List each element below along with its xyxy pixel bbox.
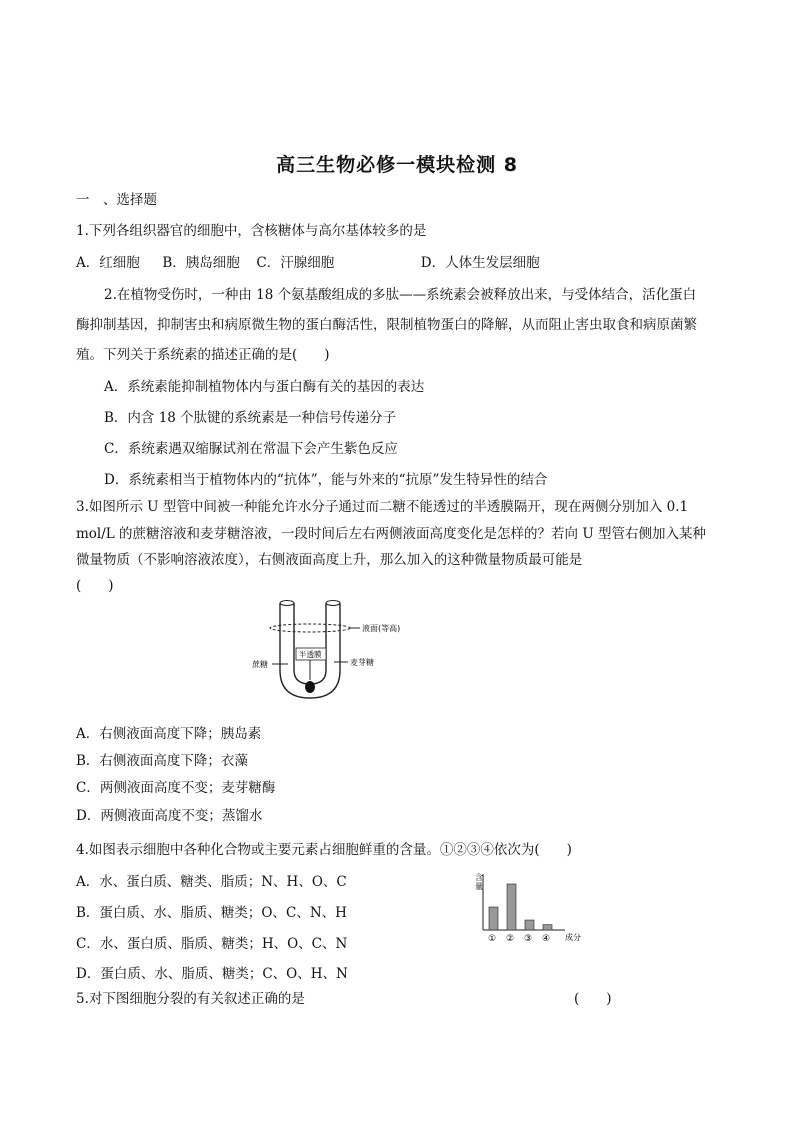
maltose-label: 麦芽糖 <box>350 658 374 667</box>
x-axis-label: 成分 <box>565 933 581 942</box>
q4-opt-d: D．蛋白质、水、脂质、糖类；C、O、H、N <box>76 966 348 982</box>
membrane-label: 半透膜 <box>299 650 322 659</box>
y-axis-label-1: 含 <box>475 873 483 882</box>
q2-opt-b: B．内含 18 个肽键的系统素是一种信号传递分子 <box>104 410 397 426</box>
liquid-level-label: 液面(等高) <box>362 624 401 633</box>
q2-opt-a: A．系统素能抑制植物体内与蛋白酶有关的基因的表达 <box>104 379 425 395</box>
y-axis-label-2: 量 <box>475 882 483 891</box>
q1-options <box>76 253 540 273</box>
section-heading: 一 、选择题 <box>76 192 157 208</box>
q3-opt-d: D．两侧液面高度不变；蒸馏水 <box>76 808 263 824</box>
composition-bar-chart <box>465 868 595 948</box>
q1-opt-a: A．红细胞 <box>76 255 140 271</box>
category-label-3: ③ <box>524 934 533 944</box>
q3-line4: ( ) <box>76 578 114 594</box>
q4-opt-c: C．水、蛋白质、脂质、糖类；H、O、C、N <box>76 936 348 952</box>
q2-line1: 2.在植物受伤时，一种由 18 个氨基酸组成的多肽——系统素会被释放出来，与受体结合，活化蛋白 <box>104 287 697 303</box>
bar-1 <box>489 907 498 930</box>
q3-opt-c: C．两侧液面高度不变；麦芽糖酶 <box>76 780 276 796</box>
q3-line2: mol/L 的蔗糖溶液和麦芽糖溶液，一段时间后左右两侧液面高度变化是怎样的？若向 U 型管右侧加入某种 <box>76 526 707 542</box>
q1-opt-b: B．胰岛细胞 <box>162 255 240 271</box>
q4-opt-b: B．蛋白质、水、脂质、糖类；O、C、N、H <box>76 905 347 921</box>
q1-stem: 1.下列各组织器官的细胞中，含核糖体与高尔基体较多的是 <box>76 223 427 239</box>
q5-stem: 5.对下图细胞分裂的有关叙述正确的是 <box>76 991 305 1007</box>
q3-opt-b: B．右侧液面高度下降；衣藻 <box>76 753 248 769</box>
bar-2 <box>507 884 516 930</box>
category-label-2: ② <box>506 934 515 944</box>
sucrose-label: 蔗糖 <box>252 660 268 669</box>
q1-opt-d: D．人体生发层细胞 <box>420 255 540 271</box>
q3-line3: 微量物质（不影响溶液浓度），右侧液面高度上升，那么加入的这种微量物质最可能是 <box>76 552 583 568</box>
bar-4 <box>543 925 552 930</box>
q3-line1: 3.如图所示 U 型管中间被一种能允许水分子通过而二糖不能透过的半透膜隔开，现在两侧分别加入 0.1 <box>76 499 689 515</box>
q2-line3: 殖。下列关于系统素的描述正确的是( ) <box>76 347 330 363</box>
q1-opt-c: C．汗腺细胞 <box>256 255 335 271</box>
q4-stem: 4.如图表示细胞中各种化合物或主要元素占细胞鲜重的含量。①②③④依次为( ) <box>76 842 572 858</box>
u-tube-diagram <box>240 598 410 708</box>
liquid-level-line <box>270 624 350 632</box>
q2-line2: 酶抑制基因，抑制害虫和病原微生物的蛋白酶活性，限制植物蛋白的降解，从而阻止害虫取食和病原菌繁 <box>76 317 697 333</box>
category-label-1: ① <box>488 934 497 944</box>
bar-3 <box>525 920 534 930</box>
q2-opt-c: C．系统素遇双缩脲试剂在常温下会产生紫色反应 <box>104 441 398 457</box>
q3-opt-a: A．右侧液面高度下降；胰岛素 <box>76 726 262 742</box>
category-label-4: ④ <box>542 934 551 944</box>
membrane-mark <box>305 681 315 693</box>
q2-opt-d: D．系统素相当于植物体内的“抗体”，能与外来的“抗原”发生特异性的结合 <box>104 472 548 488</box>
q5-answer-paren: ( ) <box>574 991 612 1007</box>
page-title: 高三生物必修一模块检测 8 <box>276 154 518 176</box>
q4-opt-a: A．水、蛋白质、糖类、脂质；N、H、O、C <box>76 874 347 890</box>
